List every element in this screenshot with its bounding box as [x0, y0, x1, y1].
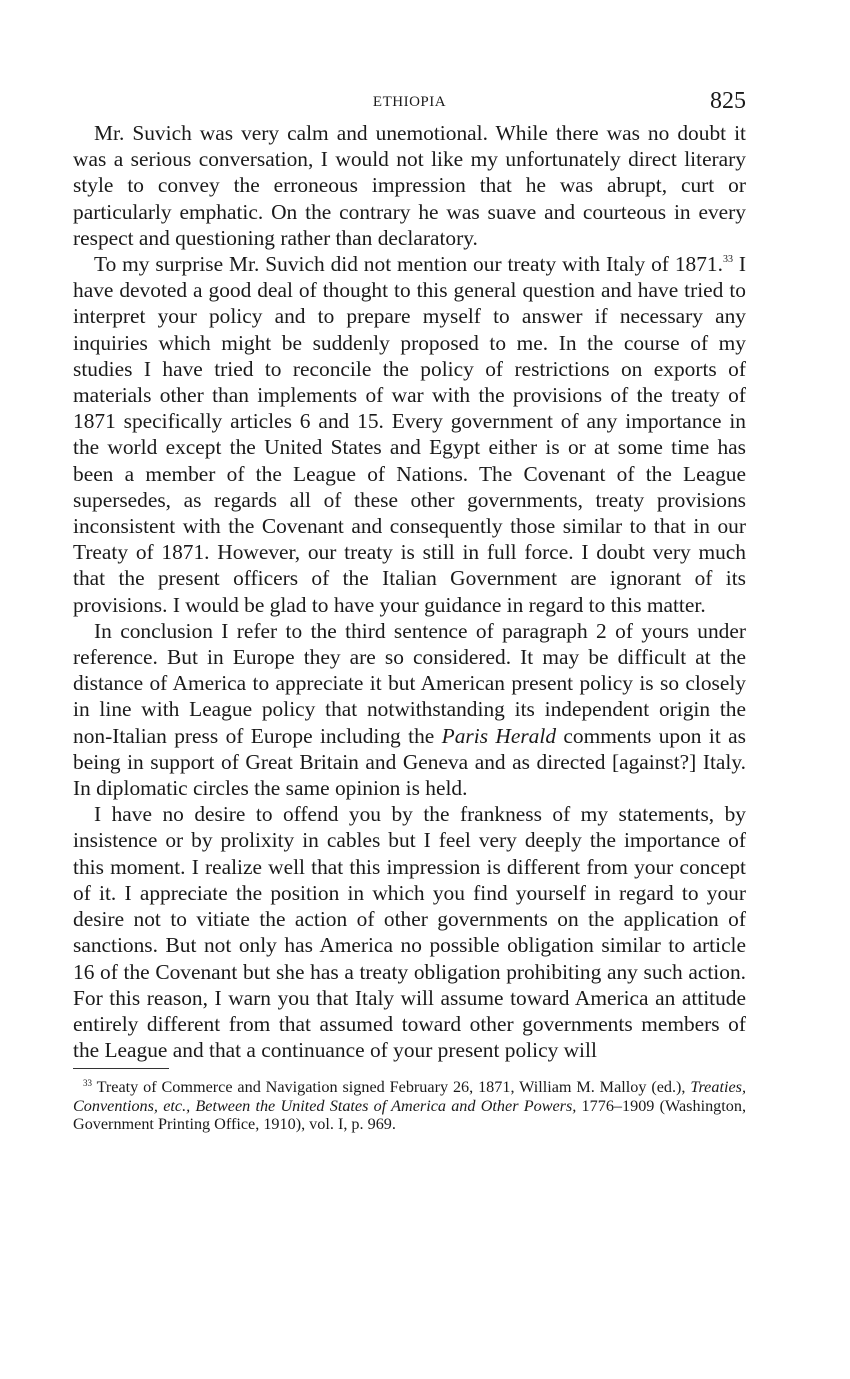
- document-page: [73, 88, 746, 1134]
- body-text: [73, 120, 746, 1063]
- paragraph-2-text-end: I have devoted a good deal of thought to this general question and have tried to interpret your policy and to prepare myself to answer if necessary any inquiries which might be suddenly proposed to me. In the course of my studies I have tried to reconcile the policy of restrictions on exports of materials other than implements of war with the provisions of the treaty of 1871 specifically articles 6 and 15. Every government of any importance in the world except the United States and Egypt either is or at some time has been a member of the League of Nations. The Covenant of the League supersedes, as regards all of these other governments, treaty provisions inconsistent with the Covenant and consequently those similar to that in our Treaty of 1871. However, our treaty is still in full force. I doubt very much that the present officers of the Italian Government are ignorant of its provisions. I would be glad to have your guidance in regard to this matter.: [73, 252, 746, 617]
- footnote: [73, 1078, 746, 1133]
- newspaper-title: Paris Herald: [441, 723, 557, 748]
- footnote-reference: 33: [722, 254, 733, 266]
- footnote-divider: [73, 1068, 169, 1069]
- footnote-text-end: 1776–1909 (Washington, Government Printing Office, 1910), vol. I, p. 969.: [73, 1096, 746, 1134]
- paragraph-3-text-start: In conclusion I refer to the third sentence of paragraph 2 of yours under reference. But in Europe they are so considered. It may be difficult at the distance of America to appreciate it but American present policy is so closely in line with League policy that notwithstanding its independent origin the non-Italian press of Europe including the: [73, 618, 746, 748]
- paragraph-1: Mr. Suvich was very calm and unemotional. While there was no doubt it was a serious conversation, I would not like my unfortunately direct literary style to convey the erroneous impression that he was abrupt, curt or particularly emphatic. On the contrary he was suave and courteous in every respect and questioning rather than declaratory.: [73, 121, 746, 250]
- footnote-text-start: Treaty of Commerce and Navigation signed February 26, 1871, William M. Malloy (ed.),: [92, 1078, 691, 1097]
- page-number: 825: [710, 88, 746, 114]
- paragraph-2: [73, 251, 746, 618]
- paragraph-2-text-start: To my surprise Mr. Suvich did not mention our treaty with Italy of 1871.: [94, 252, 723, 277]
- running-title: ETHIOPIA: [372, 94, 447, 110]
- paragraph-3: [73, 618, 746, 801]
- paragraph-3-text-end: comments upon it as being in support of Great Britain and Geneva and as directed [against?] Italy. In diplomatic circles the same opinion is held.: [73, 723, 746, 801]
- footnote-marker: 33: [83, 1078, 92, 1089]
- footnote-book-title: Treaties, Conventions, etc., Between the United States of America and Other Powers,: [73, 1078, 746, 1115]
- paragraph-4: I have no desire to offend you by the frankness of my statements, by insistence or by prolixity in cables but I feel very deeply the importance of this moment. I realize well that this impression is different from your concept of it. I appreciate the position in which you find yourself in regard to your desire not to vitiate the action of other governments on the application of sanctions. But not only has America no possible obligation similar to article 16 of the Covenant but she has a treaty obligation prohibiting any such action. For this reason, I warn you that Italy will assume toward America an attitude entirely different from that assumed toward other governments members of the League and that a continuance of your present policy will: [73, 802, 746, 1063]
- running-head: [73, 88, 746, 120]
